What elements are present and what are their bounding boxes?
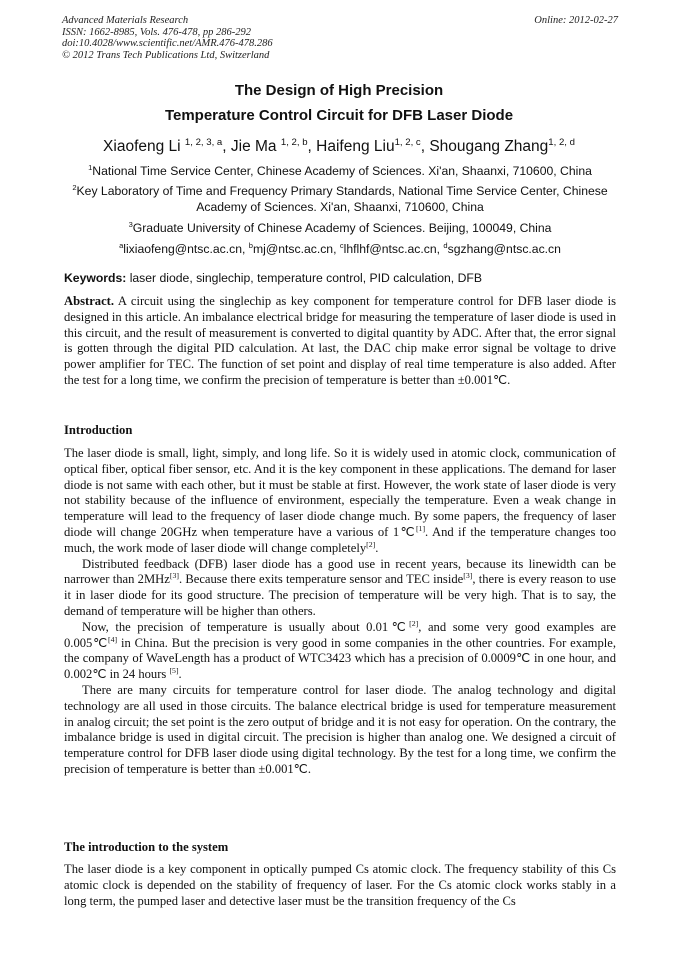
affiliation-number: 2: [72, 182, 77, 192]
section-heading-introduction: Introduction: [64, 423, 133, 437]
email-address: lixiaofeng@ntsc.ac.cn,: [123, 242, 249, 256]
keywords-label: Keywords:: [64, 271, 127, 285]
author-affiliation-marker: 1, 2, d: [548, 136, 575, 148]
paragraph-text: Now, the precision of temperature is usually about 0.01℃: [82, 619, 410, 634]
abstract-label: Abstract.: [64, 294, 115, 308]
journal-header: [62, 15, 618, 61]
journal-copyright: © 2012 Trans Tech Publications Ltd, Switzerland: [62, 49, 270, 61]
journal-doi: doi:10.4028/www.scientific.net/AMR.476-478.286: [62, 38, 273, 49]
author-emails: [62, 241, 618, 257]
citation[interactable]: [4]: [107, 634, 118, 644]
affiliation-text: Graduate University of Chinese Academy of Sciences. Beijing, 100049, China: [132, 221, 552, 235]
paragraph-text: .: [178, 667, 182, 682]
paragraph: The laser diode is a key component in optically pumped Cs atomic clock. The frequency stability of this Cs atomic clock is depended on the stability of frequency of laser. For the Cs atomic clock works stably in a long term, the pumped laser and detective laser must be the transition frequency of the Cs: [64, 862, 616, 908]
paragraph-text: , and some very good examples are 0.005℃: [64, 619, 616, 650]
abstract-text: A circuit using the singlechip as key component for temperature control for DFB laser diode is designed in this article. An imbalance electrical bridge for measuring the temperature of laser diode is used in this circuit, and the result of measurement is converted to digital quantity by ADC. After that, the error signal is gotten through the digital PID calculation. At last, the DAC chip make error signal be voltage to drive power amplifier for TEC. The function of set point and display of real time temperature is also added. After the test for a long time, we confirm the precision of temperature is better than ±0.001℃.: [64, 294, 616, 387]
email-address: lhflhf@ntsc.ac.cn,: [343, 242, 444, 256]
affiliation-1: [62, 163, 618, 179]
paper-title-line-1: The Design of High Precision: [234, 82, 444, 99]
keywords-text: laser diode, singlechip, temperature control, PID calculation, DFB: [126, 271, 482, 285]
paragraph-text: . Because there exits temperature sensor and TEC inside: [178, 572, 464, 587]
citation[interactable]: [3]: [463, 571, 473, 581]
email-address: sgzhang@ntsc.ac.cn: [447, 242, 561, 256]
affiliation-number: 1: [88, 162, 93, 172]
author-affiliation-marker: 1, 2, b: [280, 136, 308, 148]
citation[interactable]: [2]: [409, 618, 419, 628]
introduction-body: [64, 446, 616, 778]
paragraph: [64, 620, 616, 683]
online-date: Online: 2012-02-27: [534, 15, 618, 26]
journal-name: Advanced Materials Research: [62, 15, 189, 26]
author-name: Jie Ma: [230, 138, 277, 155]
abstract: [64, 294, 616, 389]
email-marker: a: [119, 240, 124, 250]
paragraph-text: in China. But the precision is very good in some companies in the other countries. For example, the company of WaveLength has a product of WTC3423 which has a precision of 0.0009℃ in one hour, and 0.002℃ in 24 hours: [64, 635, 616, 682]
paper-title-line-2: Temperature Control Circuit for DFB Laser Diode: [164, 107, 514, 124]
affiliation-number: 3: [128, 219, 133, 229]
journal-issn: ISSN: 1662-8985, Vols. 476-478, pp 286-292: [62, 26, 251, 38]
author-name: Xiaofeng Li: [103, 138, 181, 155]
paragraph: [64, 557, 616, 620]
affiliation-2: [62, 183, 618, 215]
author-list: Xiaofeng Li $^{1, 2, 3, a}$, Jie Ma $^{1, 2, b}$, Haifeng Liu$^{1, 2, c}$, Shougang Zhang$^{1, 2, d}$: [103, 136, 575, 155]
email-marker: c: [339, 240, 344, 250]
paragraph: [64, 446, 616, 557]
email-marker: d: [443, 240, 448, 250]
paragraph-text: . And if the temperature changes too much, the work mode of laser diode will change completely: [64, 524, 616, 555]
paragraph-text: Distributed feedback (DFB) laser diode has a good use in recent years, because its linewidth can be narrower than 2MHz: [64, 556, 616, 587]
affiliation-text: National Time Service Center, Chinese Academy of Sciences. Xi'an, Shaanxi, 710600, China: [92, 164, 592, 178]
email-marker: b: [248, 240, 253, 250]
keywords: [64, 271, 616, 285]
section-heading-system: The introduction to the system: [64, 840, 229, 854]
paragraph: There are many circuits for temperature control for laser diode. The analog technology and digital technology are all used in those circuits. The balance electrical bridge is used for temperature measurement in analog circuit; the set point is the zero output of bridge and it is not easy for operation. On the contrary, the imbalance bridge is used in digital circuit. The precision is higher than analog one. We designed a circuit of temperature control for DFB laser diode using digital technology. By the test for a long time, we confirm the precision of temperature is better than ±0.001℃.: [64, 682, 616, 776]
system-body: [64, 862, 616, 909]
email-address: mj@ntsc.ac.cn,: [252, 242, 340, 256]
citation[interactable]: [3]: [169, 571, 179, 581]
author-name: Haifeng Liu: [316, 138, 395, 155]
author-affiliation-marker: 1, 2, 3, a: [184, 136, 223, 148]
paragraph-text: The laser diode is small, light, simply, and long life. So it is widely used in atomic clock, communication of optical fiber, optical fiber sensor, etc. And it is the key component in these applications. The demand for laser diode is not same with each other, but it must be stable at first. However, the work state of laser diode is very not stability because of the influence of environment, especially the temperature. Even a weak change in temperature will lead to the frequency of laser diode change much. By some papers, the frequency of laser diode will change 20GHz when temperature have a various of 1℃: [64, 446, 616, 539]
paragraph-text: .: [375, 540, 379, 555]
affiliation-text: Key Laboratory of Time and Frequency Primary Standards, National Time Service Center, Chinese Academy of Sciences. Xi'an, Shaanxi, 710600, China: [76, 184, 608, 214]
affiliation-3: [62, 220, 618, 236]
citation[interactable]: [2]: [366, 539, 376, 549]
author-affiliation-marker: 1, 2, c: [394, 136, 421, 148]
paragraph-text: , there is every reason to use it in laser diode for its good structure. The precision of temperature will be very high. That is to say, the demand of temperature will be higher than others.: [64, 572, 617, 618]
citation[interactable]: [1]: [415, 523, 426, 533]
citation[interactable]: [5]: [169, 665, 179, 675]
author-name: Shougang Zhang: [429, 138, 549, 155]
